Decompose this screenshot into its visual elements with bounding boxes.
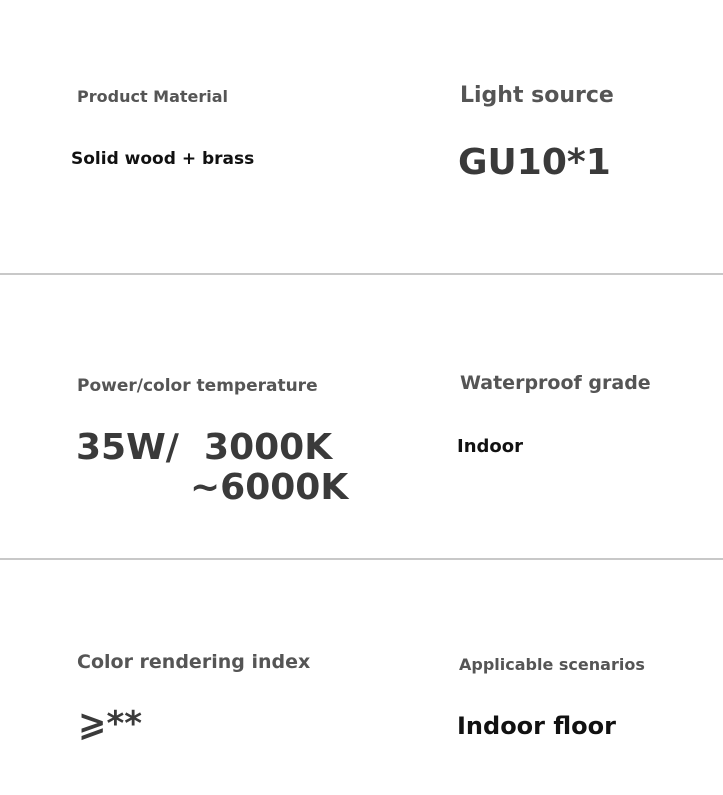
light-source-value: GU10*1 — [458, 142, 611, 183]
waterproof-grade-label: Waterproof grade — [460, 372, 651, 394]
power-color-temperature-label: Power/color temperature — [77, 376, 318, 396]
waterproof-grade-value: Indoor — [457, 436, 524, 457]
product-material-label: Product Material — [77, 87, 229, 106]
applicable-scenarios-label: Applicable scenarios — [459, 655, 645, 674]
power-color-temperature-line-2: ~6000K — [190, 467, 349, 509]
row-divider-1 — [0, 273, 723, 275]
power-color-temperature-line-1: 35W/ 3000K — [76, 427, 333, 468]
row-divider-2 — [0, 558, 723, 560]
color-rendering-index-label: Color rendering index — [77, 651, 311, 673]
product-material-value: Solid wood + brass — [71, 149, 255, 169]
applicable-scenarios-value: Indoor floor — [457, 712, 616, 740]
power-color-temperature-value — [76, 428, 348, 509]
color-rendering-index-value: ⩾** — [78, 704, 143, 744]
light-source-label: Light source — [460, 83, 614, 108]
